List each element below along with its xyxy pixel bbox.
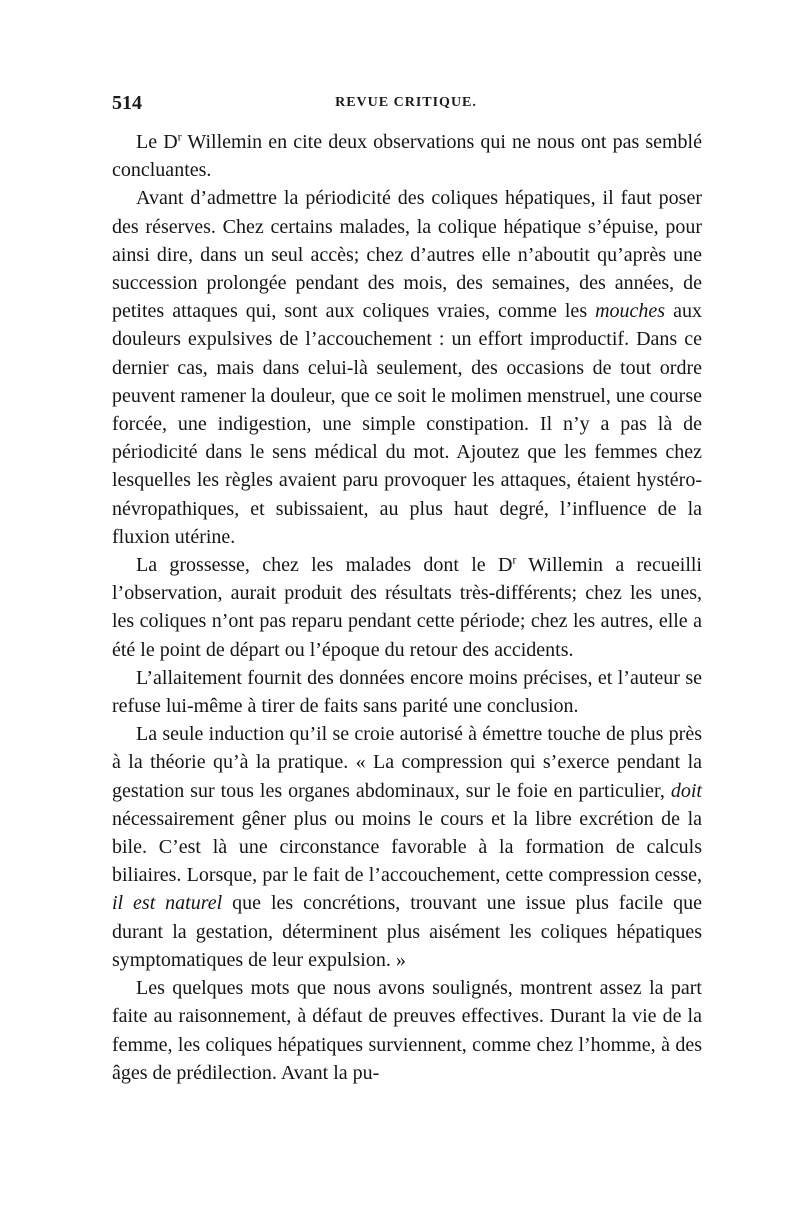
paragraph [112, 128, 702, 184]
text-segment: que les concrétions, trouvant une issue plus facile que durant la gestation, déterminent plus aisément les coliques hépatiques symptomatiques de leur expulsion. » [112, 892, 702, 971]
italic-text: doit [670, 779, 702, 802]
text-segment: La grossesse, chez les malades dont le D [136, 554, 513, 577]
body-text [112, 128, 702, 1087]
text-segment: aux douleurs expulsives de l’accouchement : un effort improductif. Dans ce dernier cas, mais dans celui-là seulement, des occasions de tout ordre peuvent ramener la douleur, que ce soit le molimen menstruel, une course forcée, une indigestion, une simple constipation. Il n’y a pas là de périodicité dans le sens médical du mot. Ajoutez que les femmes chez lesquelles les règles avaient paru provoquer les attaques, étaient hystéro-névropathiques, et subissaient, au plus haut degré, l’influence de la fluxion utérine. [112, 300, 702, 548]
text-segment: La seule induction qu’il se croie autorisé à émettre touche de plus près à la théorie qu’à la pratique. « La compression qui s’exerce pendant la gestation sur tous les organes abdominaux, sur le foie en particulier, [112, 723, 702, 802]
text-segment: nécessairement gêner plus ou moins le cours et la libre excrétion de la bile. C’est là une circonstance favorable à la formation de calculs biliaires. Lorsque, par le fait de l’accouchement, cette compression cesse, [112, 807, 702, 887]
paragraph [112, 664, 702, 720]
paragraph [112, 974, 702, 1087]
italic-text: mouches [595, 300, 666, 323]
text-segment: Les quelques mots que nous avons soulignés, montrent assez la part faite au raisonnement, à défaut de preuves effectives. Durant la vie de la femme, les coliques hépatiques surviennent, comme chez l’homme, à des âges de prédilection. Avant la pu- [112, 977, 702, 1084]
text-segment: Avant d’admettre la périodicité des coliques hépatiques, il faut poser des réserves. Chez certains malades, la colique hépatique s’épuise, pour ainsi dire, dans un seul accès; chez d’autres elle n’aboutit qu’après une succession prolongée pendant des mois, des semaines, des années, de petites attaques qui, sont aux coliques vraies, comme les [112, 187, 702, 323]
text-segment: Willemin a recueilli l’observation, aurait produit des résultats très-différents; chez les unes, les coliques n’ont pas reparu pendant cette période; chez les autres, elle a été le point de départ ou l’époque du retour des accidents. [112, 554, 702, 661]
paragraph [112, 720, 702, 974]
superscript-text: r [177, 129, 182, 144]
paragraph [112, 551, 702, 664]
text-segment: Willemin en cite deux observations qui ne nous ont pas semblé concluantes. [112, 131, 702, 182]
superscript-text: r [512, 552, 517, 567]
page-number: 514 [112, 92, 142, 114]
italic-text: il est naturel [112, 892, 223, 915]
running-head: REVUE CRITIQUE. [335, 95, 477, 110]
paragraph [112, 184, 702, 551]
page-header [112, 92, 700, 122]
text-segment: L’allaitement fournit des données encore moins précises, et l’auteur se refuse lui-même à tirer de faits sans parité une conclusion. [112, 666, 702, 718]
text-segment: Le D [136, 131, 178, 153]
